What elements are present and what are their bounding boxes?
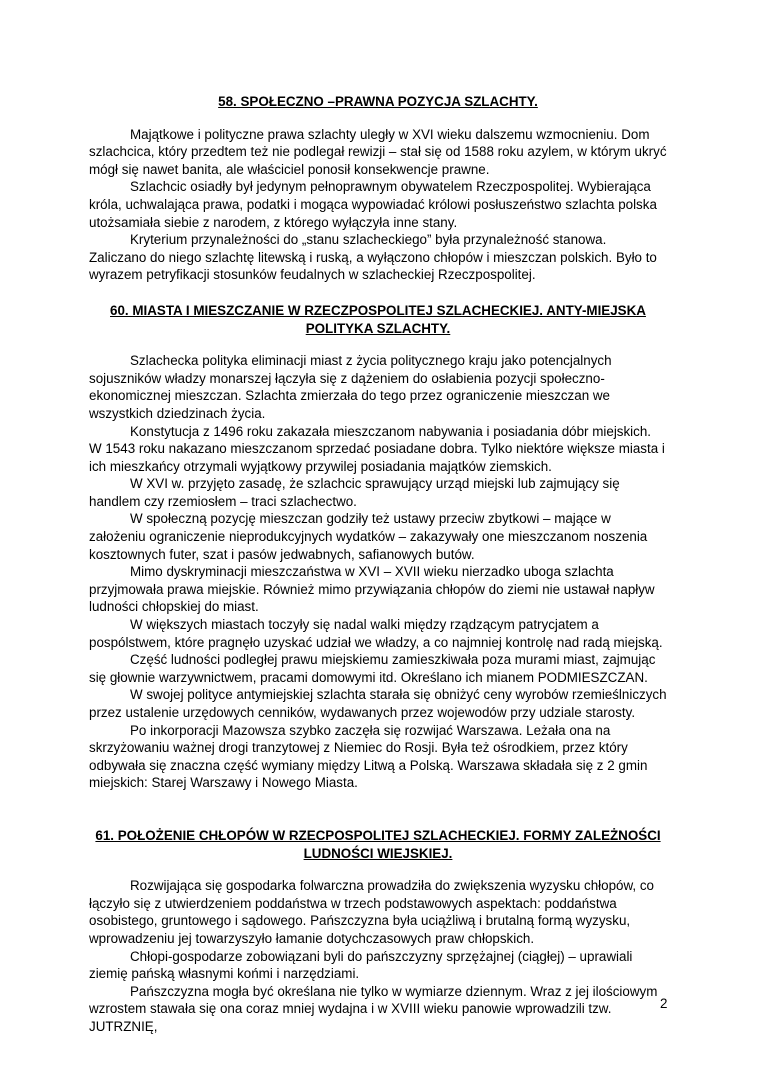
section-heading: 61. POŁOŻENIE CHŁOPÓW W RZECPOSPOLITEJ SZLACHECKIEJ. FORMY ZALEŻNOŚCI LUDNOŚCI WIEJSKIEJ.	[95, 827, 661, 861]
paragraph: Część ludności podległej prawu miejskiemu zamieszkiwała poza murami miast, zajmując się głownie warzywnictwem, pracami domowymi itd. Określano ich mianem PODMIESZCZAN.	[89, 652, 656, 685]
paragraph: W swojej polityce antymiejskiej szlachta starała się obniżyć ceny wyrobów rzemieślniczych przez ustalenie urzędowych cenników, wydawanych przez wojewodów przy udziale starosty.	[89, 687, 667, 720]
paragraph: Po inkorporacji Mazowsza szybko zaczęła się rozwijać Warszawa. Leżała ona na skrzyżowaniu ważnej drogi tranzytowej z Niemiec do Rosji. Była też ośrodkiem, przez który odbywała się znaczna część wymiany między Litwą a Polską. Warszawa składała się z 2 gmin miejskich: Starej Warszawy i Nowego Miasta.	[89, 722, 648, 791]
section-60	[89, 302, 667, 792]
paragraph: Kryterium przynależności do „stanu szlacheckiego” była przynależność stanowa. Zaliczano do niego szlachtę litewską i ruską, a wyłączono chłopów i mieszczan polskich. Było to wyrazem petryfikacji stosunków feudalnych w szlacheckiej Rzeczpospolitej.	[89, 232, 657, 283]
paragraph: Chłopi-gospodarze zobowiązani byli do pańszczyzny sprzężajnej (ciągłej) – uprawiali ziemię pańską własnymi końmi i narzędziami.	[89, 948, 633, 982]
paragraph: W społeczną pozycję mieszczan godziły też ustawy przeciw zbytkowi – mające w założeniu ograniczenie nieprodukcyjnych wydatków – zakazywały one mieszczanom noszenia kosztownych futer, szat i pasów jedwabnych, safianowych butów.	[89, 511, 648, 562]
paragraph: W XVI w. przyjęto zasadę, że szlachcic sprawujący urząd miejski lub zajmujący się handlem czy rzemiosłem – traci szlachectwo.	[89, 476, 620, 509]
paragraph: Mimo dyskryminacji mieszczaństwa w XVI – XVII wieku nierzadko uboga szlachta przyjmowała prawa miejskie. Również mimo przywiązania chłopów do ziemi nie ustawał napływ ludności chłopskiej do miast.	[89, 564, 655, 615]
paragraph: W większych miastach toczyły się nadal walki między rządzącym patrycjatem a pospólstwem, które pragnęło uzyskać udział we władzy, a co najmniej kontrolę nad radą miejską.	[89, 617, 663, 650]
paragraph: Pańszczyzna mogła być określana nie tylko w wymiarze dziennym. Wraz z jej ilościowym wzrostem stawała się ona coraz mniej wydajna i w XVIII wieku panowie wprowadzili tzw. JUTRZNIĘ,	[89, 983, 658, 1034]
section-heading: 58. SPOŁECZNO –PRAWNA POZYCJA SZLACHTY.	[218, 94, 538, 109]
section-61	[89, 827, 667, 1036]
section-heading: 60. MIASTA I MIESZCZANIE W RZECZPOSPOLITEJ SZLACHECKIEJ. ANTY-MIEJSKA POLITYKA SZLACHTY.	[110, 302, 646, 336]
paragraph: Rozwijająca się gospodarka folwarczna prowadziła do zwiększenia wyzysku chłopów, co łączyło się z utwierdzeniem poddaństwa w trzech podstawowych aspektach: poddaństwa osobistego, gruntowego i sądowego. Pańszczyzna była uciążliwą i brutalną formą wyzysku, wprowadzeniu jej towarzyszyło łamanie dotychczasowych praw chłopskich.	[89, 878, 654, 946]
paragraph: Majątkowe i polityczne prawa szlachty uległy w XVI wieku dalszemu wzmocnieniu. Dom szlachcica, który przedtem też nie podlegał rewizji – stał się od 1588 roku azylem, w którym ukryć mógł się nawet banita, ale właściciel ponosił konsekwencje prawne.	[89, 126, 667, 177]
page-number: 2	[660, 996, 668, 1011]
paragraph: Szlachecka polityka eliminacji miast z życia politycznego kraju jako potencjalnych sojuszników władzy monarszej łączyła się z dążeniem do osłabienia pozycji społeczno-ekonomicznej mieszczan. Szlachta zmierzała do tego przez ograniczenie mieszczan we wszystkich dziedzinach życia.	[89, 353, 612, 421]
paragraph: Szlachcic osiadły był jedynym pełnoprawnym obywatelem Rzeczpospolitej. Wybierająca króla, uchwalająca prawa, podatki i mogąca wypowiadać królowi posłuszeństwo szlachta polska utożsamiała siebie z narodem, z którego wyłączyła inne stany.	[89, 179, 657, 230]
section-58	[89, 93, 667, 284]
document-body	[89, 93, 667, 1036]
paragraph: Konstytucja z 1496 roku zakazała mieszczanom nabywania i posiadania dóbr miejskich. W 1543 roku nakazano mieszczanom sprzedać posiadane dobra. Tylko niektóre większe miasta i ich mieszkańcy otrzymali wyjątkowy przywilej posiadania majątków ziemskich.	[89, 423, 665, 474]
